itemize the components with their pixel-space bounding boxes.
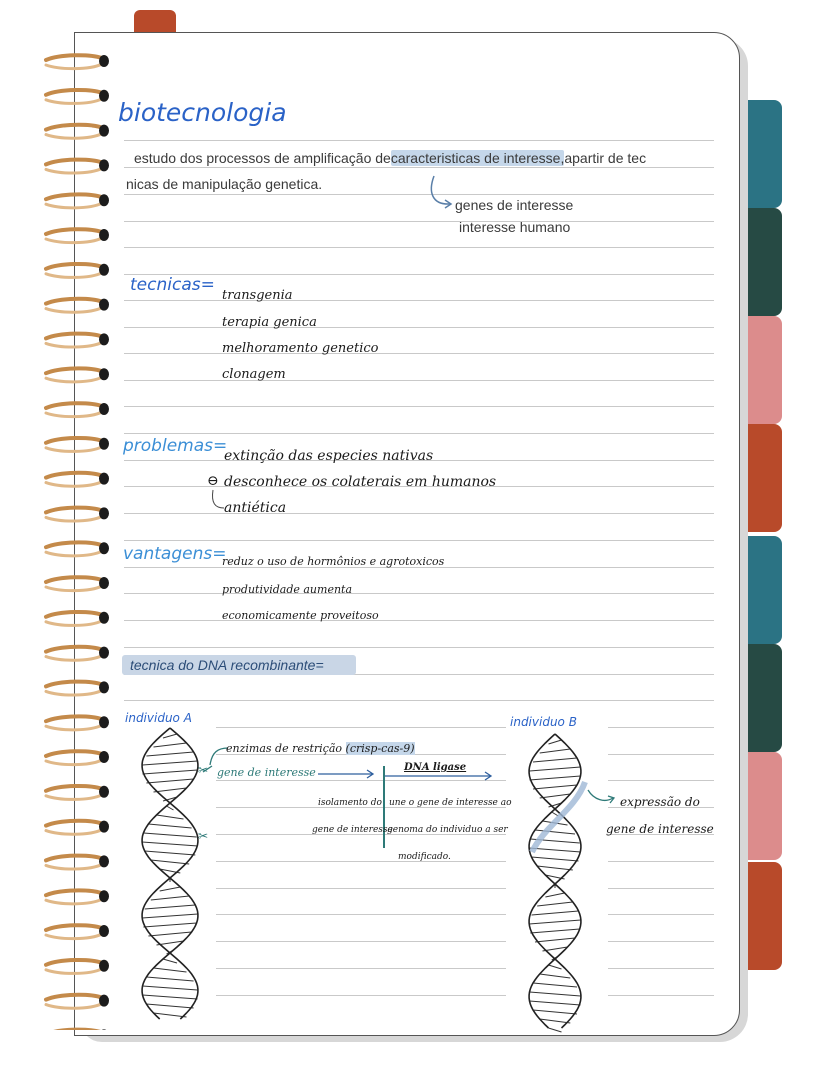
curved-arrow-icon <box>212 490 224 508</box>
curved-arrow-icon <box>588 790 613 800</box>
problema-item: extinção das especies nativas <box>224 448 434 464</box>
crisp-highlight: (crisp-cas-9) <box>345 742 415 755</box>
enzimas-label <box>226 742 415 755</box>
note-interesse-humano: interesse humano <box>459 219 571 235</box>
highlighted-phrase: caracteristicas de interesse, <box>390 150 565 166</box>
isolamento-text: isolamento do <box>318 798 382 808</box>
individuo-b-label: individuo B <box>510 715 577 729</box>
tecnica-item: melhoramento genetico <box>222 341 379 356</box>
problemas-label: problemas= <box>123 436 228 456</box>
vantagem-item: produtividade aumenta <box>222 583 353 596</box>
une-text: modificado. <box>398 852 451 862</box>
problema-item: desconhece os colaterais em humanos <box>224 474 497 490</box>
gene-interesse-label: gene de interesse <box>217 766 316 779</box>
intro-line-2: nicas de manipulação genetica. <box>126 176 323 192</box>
dna-recombinante-label: tecnica do DNA recombinante= <box>130 657 324 673</box>
curved-arrow-icon <box>431 176 450 204</box>
intro-text: apartir de tec <box>564 150 647 166</box>
dna-ligase-label: DNA ligase <box>404 762 467 773</box>
enzimas-text: enzimas de restrição <box>226 742 343 755</box>
note-genes-de-interesse: genes de interesse <box>455 197 574 213</box>
problema-item: antiética <box>224 500 287 516</box>
tecnicas-label: tecnicas= <box>130 275 215 295</box>
scissors-icon: ✂ <box>198 829 209 843</box>
page-title: biotecnologia <box>118 98 287 127</box>
individuo-a-label: individuo A <box>125 711 192 725</box>
tecnica-item: clonagem <box>222 367 286 382</box>
scissors-icon: ✂ <box>198 763 209 777</box>
expressao-text: expressão do <box>620 795 700 809</box>
dna-helix-b-icon <box>529 734 585 1032</box>
une-text: une o gene de interesse ao <box>389 798 512 808</box>
vantagem-item: reduz o uso de hormônios e agrotoxicos <box>222 555 445 568</box>
expressao-text: gene de interesse <box>606 822 714 836</box>
minus-symbol-icon: ⊖ <box>207 473 219 489</box>
dna-helix-a-icon <box>142 728 198 1019</box>
isolamento-text: gene de interesse <box>312 825 393 835</box>
tecnica-item: terapia genica <box>222 315 317 330</box>
tecnica-item: transgenia <box>222 288 293 303</box>
vantagens-label: vantagens= <box>123 544 227 564</box>
vantagem-item: economicamente proveitoso <box>222 609 379 622</box>
une-text: genoma do individuo a ser <box>387 825 508 835</box>
intro-text: estudo dos processos de amplificação de <box>134 150 391 166</box>
